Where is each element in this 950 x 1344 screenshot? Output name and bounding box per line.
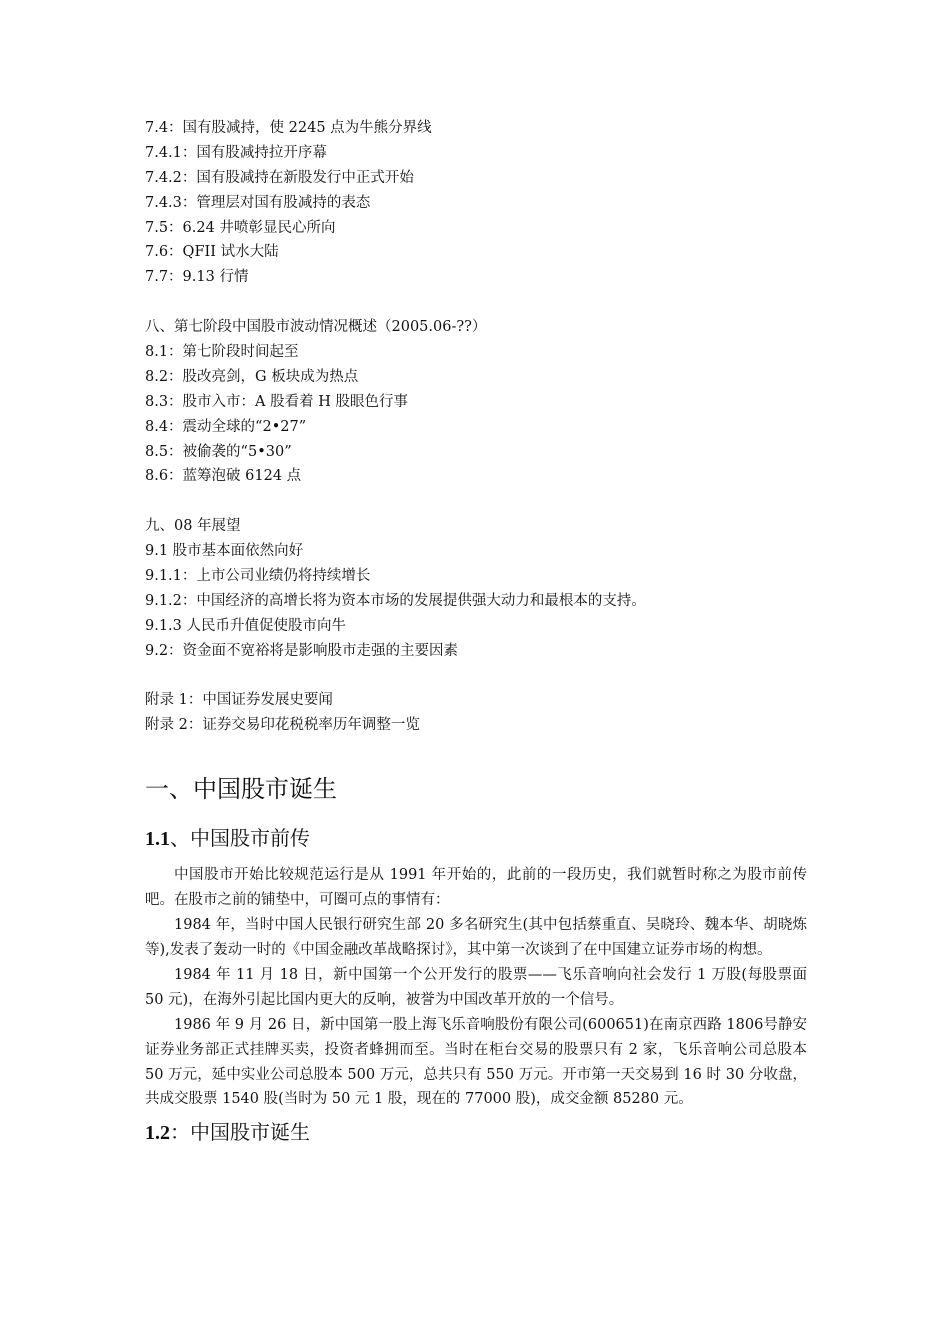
toc-item: 7.4.1：国有股减持拉开序幕 (145, 144, 327, 161)
toc-item: 7.7：9.13 行情 (145, 269, 249, 286)
toc-item: 9.1.3 人民币升值促使股市向牛 (145, 617, 347, 634)
body-paragraph: 1984 年，当时中国人民银行研究生部 20 多名研究生(其中包括蔡重直、吴晓玲、魏本华、胡晓炼等),发表了轰动一时的《中国金融改革战略探讨》，其中第一次谈到了在中国建立证券市场的构想。 (145, 917, 807, 958)
chapter-title: 一、中国股市诞生 (145, 775, 337, 804)
toc-item: 9.1 股市基本面依然向好 (145, 543, 304, 560)
spacer (145, 489, 807, 514)
toc-section-7 (145, 116, 807, 290)
toc-section-9 (145, 514, 807, 663)
document-page (145, 116, 807, 1157)
toc-item: 7.4.3：管理层对国有股减持的表态 (145, 194, 371, 211)
body-paragraph: 1984 年 11 月 18 日，新中国第一个公开发行的股票——飞乐音响向社会发行 1 万股(每股票面 50 元)，在海外引起比国内更大的反响，被誉为中国改革开放的一个信号。 (145, 966, 807, 1008)
toc-item: 8.3：股市入市：A 股看着 H 股眼色行事 (145, 393, 409, 410)
toc-item: 8.5：被偷袭的“5•30” (145, 443, 292, 460)
toc-section-8 (145, 315, 807, 489)
toc-heading: 八、第七阶段中国股市波动情况概述（2005.06-??） (145, 319, 487, 336)
toc-item: 7.4.2：国有股减持在新股发行中正式开始 (145, 169, 414, 186)
toc-item: 8.2：股改亮剑，G 板块成为热点 (145, 368, 359, 385)
toc-heading: 九、08 年展望 (145, 518, 241, 535)
toc-item: 7.6：QFII 试水大陆 (145, 244, 279, 261)
toc-item: 9.1.2：中国经济的高增长将为资本市场的发展提供强大动力和最根本的支持。 (145, 592, 646, 609)
toc-item: 8.4：震动全球的“2•27” (145, 418, 307, 435)
section-number: 1.1 (145, 828, 170, 851)
toc-item: 8.6：蓝筹泡破 6124 点 (145, 468, 302, 485)
spacer (145, 664, 807, 689)
section-heading-1-2 (145, 1118, 807, 1147)
section-title: 、中国股市前传 (170, 826, 310, 851)
toc-item: 8.1：第七阶段时间起至 (145, 344, 299, 361)
toc-appendix-item: 附录 1：中国证券发展史要闻 (145, 692, 333, 709)
toc-item: 7.5：6.24 井喷彰显民心所向 (145, 219, 336, 236)
toc-item: 9.1.1：上市公司业绩仍将持续增长 (145, 568, 371, 585)
toc-appendix-item: 附录 2：证券交易印花税税率历年调整一览 (145, 717, 420, 734)
body-paragraph: 1986 年 9 月 26 日，新中国第一股上海飞乐音响股份有限公司(600651)在南京西路 1806号静安证券业务部正式挂牌买卖，投资者蜂拥而至。当时在柜台交易的股票只有 2 家，飞乐音响公司总股本 50 万元，延中实业公司总股本 500 万元，总共只有 550 万元。开市第一天交易到 16 时 30 分收盘，共成交股票 1540 股(当时为 50 元 1 股，现在的 77000 股)，成交金额 85280 元。 (145, 1016, 807, 1108)
section-number: 1.2 (145, 1122, 170, 1145)
section-title: ：中国股市诞生 (170, 1120, 310, 1145)
toc-item: 7.4：国有股减持，使 2245 点为牛熊分界线 (145, 120, 432, 136)
toc-appendix (145, 688, 807, 738)
section-heading-1-1 (145, 824, 807, 853)
spacer (145, 290, 807, 315)
toc-item: 9.2：资金面不宽裕将是影响股市走强的主要因素 (145, 642, 459, 659)
body-paragraph: 中国股市开始比较规范运行是从 1991 年开始的，此前的一段历史，我们就暂时称之为股市前传吧。在股市之前的铺垫中，可圈可点的事情有： (145, 867, 807, 909)
